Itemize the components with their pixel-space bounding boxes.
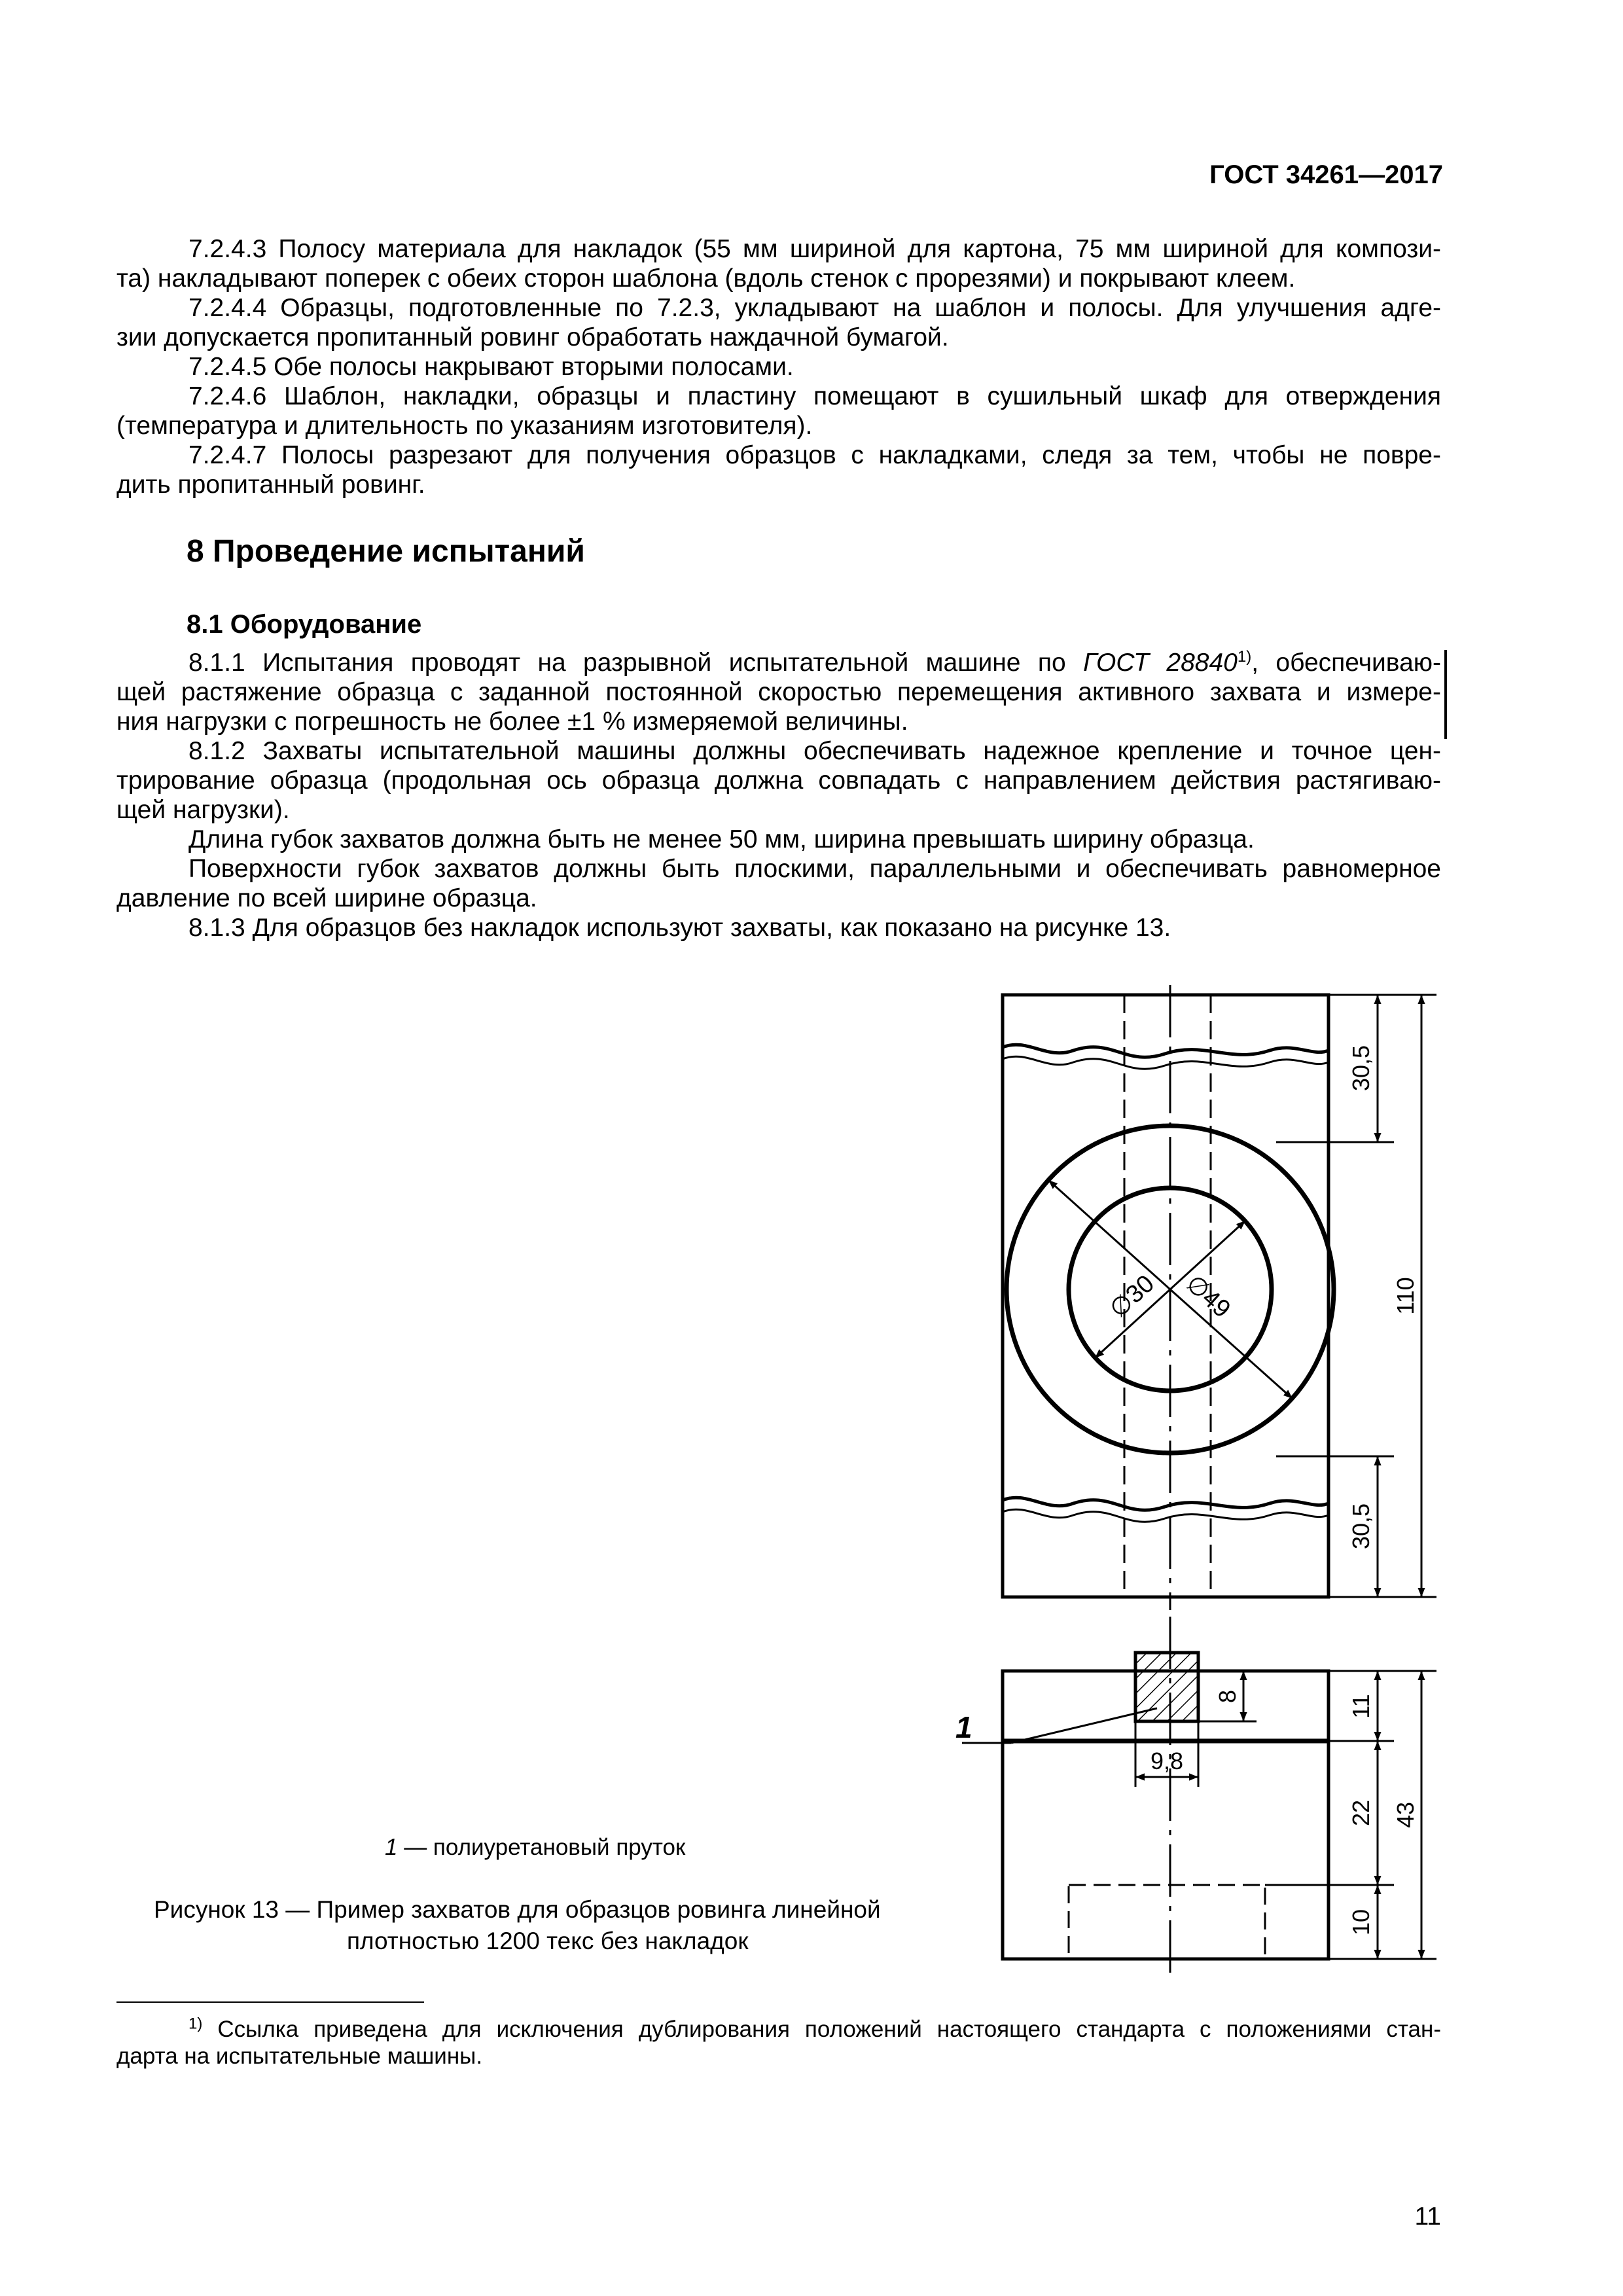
para-line-811 xyxy=(116,648,1441,677)
callout-label: 1 xyxy=(955,1710,972,1744)
dim-22: 22 xyxy=(1347,1799,1374,1827)
break-line-top xyxy=(1003,1045,1329,1057)
text-811-b: , обеспечиваю- xyxy=(1251,649,1442,677)
dim-d30: ∅30 xyxy=(1104,1270,1160,1323)
hidden-pocket xyxy=(1069,1885,1265,1959)
para-line: 7.2.4.5 Обе полосы накрывают вторыми полосами. xyxy=(188,353,794,381)
footnote-ref: 1) xyxy=(1237,648,1252,666)
para-line: дить пропитанный ровинг. xyxy=(116,471,425,499)
footnote-line-2: дарта на испытательные машины. xyxy=(116,2043,483,2069)
top-view xyxy=(1003,995,1334,1597)
para-line: (температура и длительность по указаниям изготовителя). xyxy=(116,412,813,440)
dim-d49: ∅49 xyxy=(1180,1270,1236,1323)
figure-legend xyxy=(385,1835,685,1861)
arrow-d49-a xyxy=(1048,1180,1170,1289)
break-line-top-2 xyxy=(1003,1056,1329,1069)
dim-9-8: 9,8 xyxy=(1150,1748,1184,1774)
revision-bar xyxy=(1444,650,1447,739)
para-line: 7.2.4.6 Шаблон, накладки, образцы и пластину помещают в сушильный шкаф для отверждения xyxy=(188,382,1441,410)
figure-13-drawing xyxy=(942,969,1453,1983)
para-line: 7.2.4.7 Полосы разрезают для получения образцов с накладками, следя за тем, чтобы не повре- xyxy=(188,441,1441,469)
dim-110: 110 xyxy=(1392,1277,1419,1315)
dim-8: 8 xyxy=(1214,1689,1241,1704)
legend-number: 1 xyxy=(385,1835,398,1860)
footnote-text: Ссылка приведена для исключения дублирования положений настоящего стандарта с положениями стан- xyxy=(202,2017,1441,2042)
footnote-separator xyxy=(116,2001,424,2003)
para-line: трирование образца (продольная ось образца должна совпадать с направлением действия растягиваю- xyxy=(116,766,1441,795)
para-line: 8.1.2 Захваты испытательной машины должны обеспечивать надежное крепление и точное цен- xyxy=(188,737,1441,765)
break-line-bottom xyxy=(1003,1498,1329,1510)
dim-30-5-top: 30,5 xyxy=(1347,1045,1374,1092)
para-line: щей нагрузки). xyxy=(116,796,290,824)
para-line: 7.2.4.3 Полосу материала для накладок (55 мм шириной для картона, 75 мм шириной для компози- xyxy=(188,235,1441,263)
subsection-heading: 8.1 Оборудование xyxy=(187,610,422,639)
section-heading: 8 Проведение испытаний xyxy=(187,534,585,569)
footnote-mark: 1) xyxy=(188,2015,203,2033)
standard-ref: ГОСТ 28840 xyxy=(1083,649,1238,677)
para-line: зии допускается пропитанный ровинг обработать наждачной бумагой. xyxy=(116,323,949,351)
page-number: 11 xyxy=(1414,2202,1441,2231)
dim-11: 11 xyxy=(1347,1694,1374,1719)
para-line: Поверхности губок захватов должны быть плоскими, параллельными и обеспечивать равномерное xyxy=(188,855,1441,883)
para-line: 7.2.4.4 Образцы, подготовленные по 7.2.3, укладывают на шаблон и полосы. Для улучшения адге- xyxy=(188,294,1441,322)
text-811-a: 8.1.1 Испытания проводят на разрывной испытательной машине по xyxy=(188,649,1084,677)
para-line: 8.1.3 Для образцов без накладок используют захваты, как показано на рисунке 13. xyxy=(188,914,1171,942)
dim-43: 43 xyxy=(1392,1801,1419,1829)
doc-header: ГОСТ 34261—2017 xyxy=(1209,160,1443,189)
break-line-bottom-2 xyxy=(1003,1509,1329,1522)
para-line: та) накладывают поперек с обеих сторон шаблона (вдоль стенок с прорезями) и покрывают клеем. xyxy=(116,264,1296,293)
figure-caption-line-2: плотностью 1200 текс без накладок xyxy=(347,1928,749,1954)
para-line: давление по всей ширине образца. xyxy=(116,884,537,912)
dim-10: 10 xyxy=(1347,1909,1374,1936)
side-view xyxy=(1003,1617,1329,1973)
para-line: Длина губок захватов должна быть не менее 50 мм, ширина превышать ширину образца. xyxy=(188,825,1255,853)
figure-caption: Рисунок 13 — Пример захватов для образцов ровинга линейной xyxy=(154,1896,881,1923)
footnote xyxy=(116,2016,1441,2043)
legend-text: — полиуретановый пруток xyxy=(397,1835,686,1860)
para-line: щей растяжение образца с заданной постоянной скоростью перемещения активного захвата и измере- xyxy=(116,678,1441,706)
dim-30-5-bottom: 30,5 xyxy=(1347,1503,1374,1550)
callout-1 xyxy=(962,1708,1157,1743)
para-line: ния нагрузки с погрешность не более ±1 % измеряемой величины. xyxy=(116,708,908,736)
